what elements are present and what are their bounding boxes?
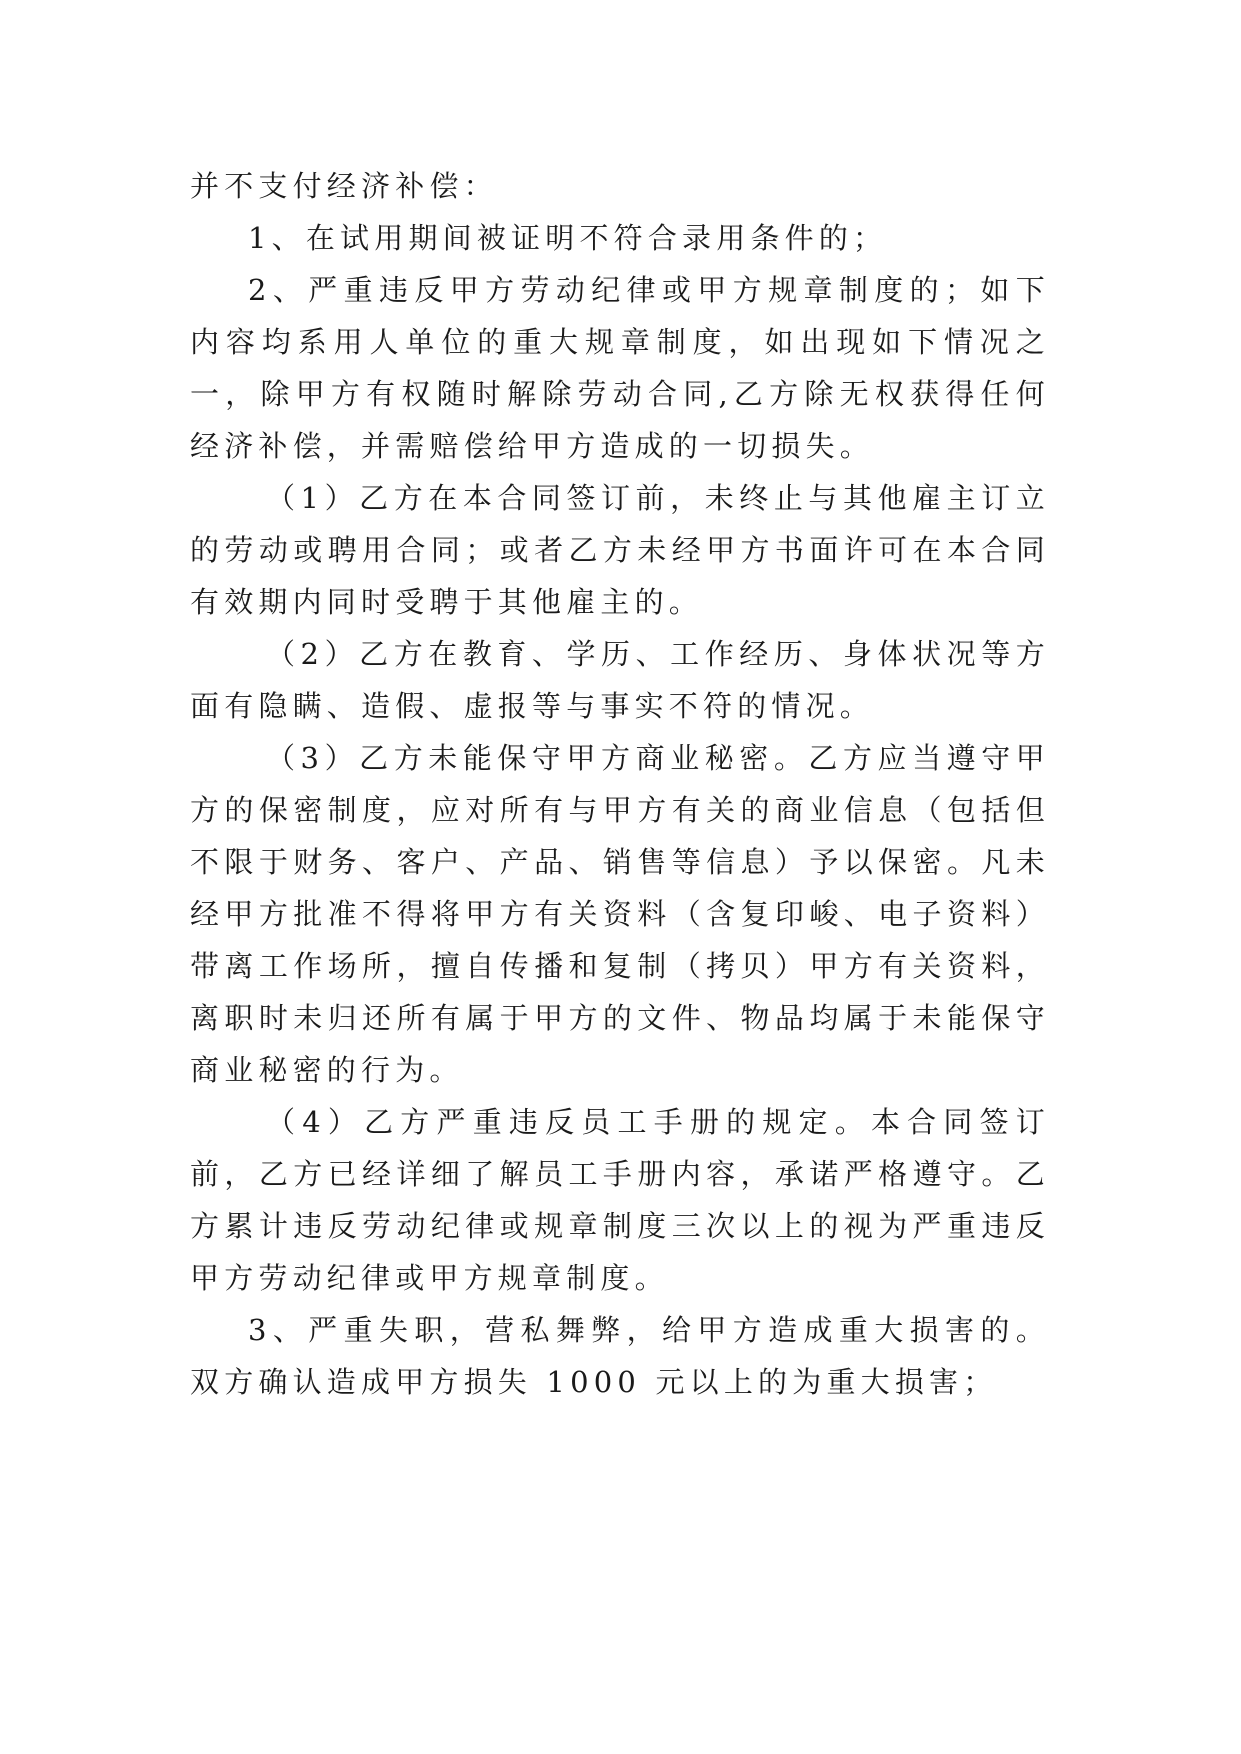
paragraph-subclause-3: （3）乙方未能保守甲方商业秘密。乙方应当遵守甲方的保密制度，应对所有与甲方有关的商业信息（包括但不限于财务、客户、产品、销售等信息）予以保密。凡未经甲方批准不得将甲方有关资料（含复印峻、电子资料）带离工作场所，擅自传播和复制（拷贝）甲方有关资料，离职时未归还所有属于甲方的文件、物品均属于未能保守商业秘密的行为。	[190, 741, 1050, 1087]
paragraph-clause-2: 2、严重违反甲方劳动纪律或甲方规章制度的；如下内容均系用人单位的重大规章制度，如出现如下情况之一，除甲方有权随时解除劳动合同,乙方除无权获得任何经济补偿，并需赔偿给甲方造成的一切损失。	[190, 273, 1050, 463]
paragraph-clause-1: 1、在试用期间被证明不符合录用条件的；	[248, 221, 888, 255]
paragraph-subclause-2: （2）乙方在教育、学历、工作经历、身体状况等方面有隐瞒、造假、虚报等与事实不符的情况。	[190, 637, 1050, 723]
document-body	[190, 160, 1050, 1408]
paragraph-continuation: 并不支付经济补偿：	[190, 169, 498, 203]
paragraph-clause-3: 3、严重失职，营私舞弊，给甲方造成重大损害的。双方确认造成甲方损失 1000 元以上的为重大损害；	[190, 1313, 1050, 1399]
paragraph-subclause-1: （1）乙方在本合同签订前，未终止与其他雇主订立的劳动或聘用合同；或者乙方未经甲方书面许可在本合同有效期内同时受聘于其他雇主的。	[190, 481, 1050, 619]
paragraph-subclause-4: （4）乙方严重违反员工手册的规定。本合同签订前，乙方已经详细了解员工手册内容，承诺严格遵守。乙方累计违反劳动纪律或规章制度三次以上的视为严重违反甲方劳动纪律或甲方规章制度。	[190, 1105, 1050, 1295]
